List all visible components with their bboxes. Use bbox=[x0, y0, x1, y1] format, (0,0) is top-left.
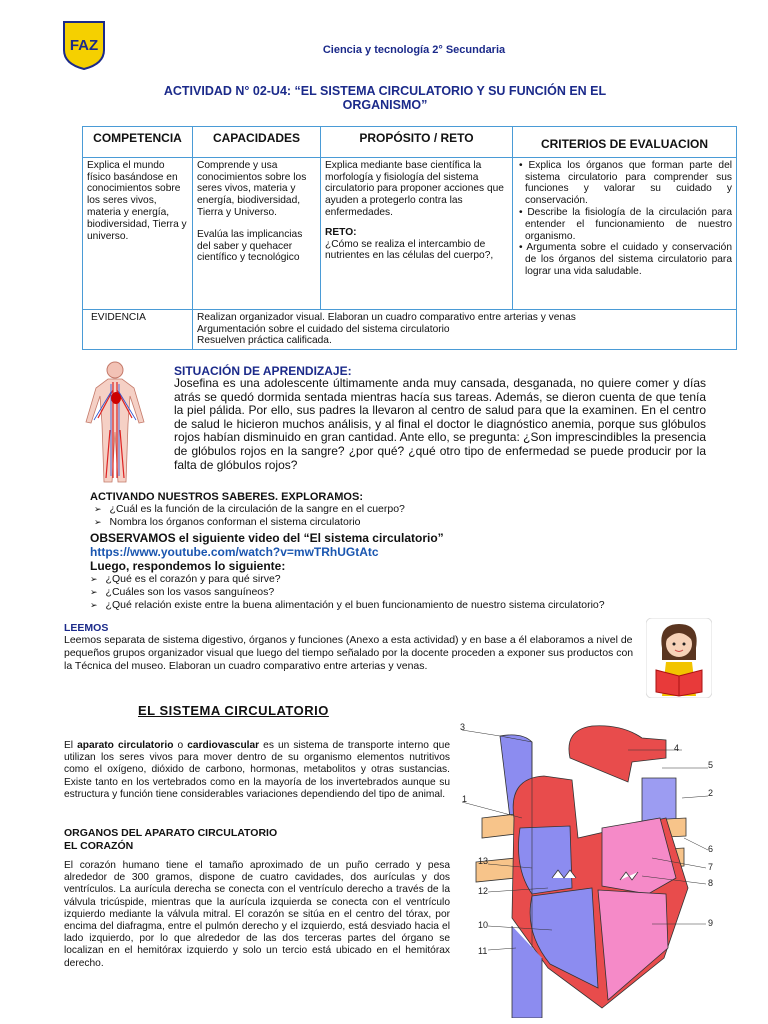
activity-title bbox=[120, 84, 650, 112]
activando-item: ➢ ¿Cuál es la función de la circulación de la sangre en el cuerpo? bbox=[94, 503, 405, 516]
heart-label: 6 bbox=[708, 844, 714, 854]
heart-label: 13 bbox=[478, 856, 489, 866]
course-subtitle: Ciencia y tecnología 2° Secundaria bbox=[322, 44, 506, 56]
heart-label: 8 bbox=[708, 878, 714, 888]
heart-label: 1 bbox=[462, 794, 468, 804]
header-proposito: PROPÓSITO / RETO bbox=[321, 127, 513, 158]
reto-text: ¿Cómo se realiza el intercambio de nutrientes en las células del cuerpo?, bbox=[325, 238, 494, 262]
heart-label: 5 bbox=[708, 760, 714, 770]
luego-list bbox=[90, 573, 605, 612]
logo-text: FAZ bbox=[69, 37, 99, 54]
intro-bold-term: aparato circulatorio bbox=[77, 740, 174, 751]
circulatory-body-figure bbox=[80, 360, 150, 485]
capacidades-cell bbox=[193, 157, 321, 309]
heart-label: 11 bbox=[478, 946, 488, 956]
organos-title: ORGANOS DEL APARATO CIRCULATORIO bbox=[64, 827, 278, 839]
sistema-intro bbox=[64, 740, 450, 801]
heart-label: 4 bbox=[674, 743, 680, 753]
organos-heading bbox=[64, 827, 277, 852]
reto-label: RETO: bbox=[325, 226, 357, 238]
intro-text: El bbox=[64, 740, 78, 751]
leemos-title: LEEMOS bbox=[64, 622, 109, 634]
header-capacidades: CAPACIDADES bbox=[193, 127, 321, 158]
activity-title-line2: ORGANISMO” bbox=[342, 98, 428, 112]
header-criterios: CRITERIOS DE EVALUACION bbox=[513, 127, 737, 158]
luego-item: ➢ ¿Qué relación existe entre la buena alimentación y el buen funcionamiento de nuestro sistema circulatorio? bbox=[90, 599, 605, 612]
heart-label: 10 bbox=[478, 920, 489, 930]
luego-item: ➢ ¿Cuáles son los vasos sanguíneos? bbox=[90, 586, 605, 599]
corazon-text: El corazón humano tiene el tamaño aproximado de un puño cerrado y pesa alrededor de 300 gramos, dispone de cuatro cavidades, dos aurículas y dos ventrículos. La aurícula derecha se conecta con el ventrículo derecho a través de la válvula tricúspide, mientras que la aurícula izquierda se conecta con el ventrículo izquierdo mediante la válvula mitral. El corazón se sitúa en el centro del tórax, por encima del diafragma, entre el pulmón derecho y el izquierdo, está desviado hacia el lado izquierdo, por lo que alrededor de las dos terceras partes del órgano se localizan en el hemitórax izquierdo y solo un tercio está ubicado en el hemitórax derecho. bbox=[64, 860, 450, 969]
competencias-table bbox=[82, 126, 737, 350]
activando-item: ➢ Nombra los órganos conforman el sistema circulatorio bbox=[94, 516, 405, 529]
video-link[interactable]: https://www.youtube.com/watch?v=mwTRhUGtAtc bbox=[90, 545, 379, 559]
intro-text: o bbox=[173, 740, 188, 751]
activity-title-line1: ACTIVIDAD N° 02-U4: “EL SISTEMA CIRCULATORIO Y SU FUNCIÓN EN EL bbox=[163, 84, 607, 98]
evidencia-cell bbox=[193, 309, 737, 349]
girl-reading-illustration bbox=[646, 618, 712, 698]
activando-list bbox=[94, 503, 405, 529]
header-competencia: COMPETENCIA bbox=[83, 127, 193, 158]
sistema-title: EL SISTEMA CIRCULATORIO bbox=[138, 703, 329, 718]
situacion-text: Josefina es una adolescente últimamente anda muy cansada, desganada, no quiere comer y días atrás se quedó dormida sentada mientras hacía sus tareas. Además, se dieron cuenta de que tenía la piel pálida. Por ello, sus padres la llevaron al centro de salud para que la examinen. En el centro de salud le hicieron muchos análisis, y al final el doctor le diagnóstico anemia, porque sus glóbulos rojos habían disminuido en gran cantidad. Ante ello, se pregunta: ¿Son imprescindibles la presencia de glóbulos rojos en la sangre? ¿por qué? ¿qué otro tipo de enfermedad se puede producir por la falta de glóbulos rojos? bbox=[174, 376, 706, 472]
criterios-cell bbox=[513, 157, 737, 309]
corazon-title: EL CORAZÓN bbox=[64, 839, 134, 852]
proposito-cell bbox=[321, 157, 513, 309]
situacion-title: SITUACIÓN DE APRENDIZAJE: bbox=[174, 364, 352, 378]
luego-item: ➢ ¿Qué es el corazón y para qué sirve? bbox=[90, 573, 605, 586]
heart-label: 2 bbox=[708, 788, 714, 798]
evidencia-item: Argumentación sobre el cuidado del sistema circulatorio bbox=[197, 323, 450, 335]
competencia-cell: Explica el mundo físico basándose en conocimientos sobre los seres vivos, materia y energía, biodiversidad, Tierra y universo. bbox=[83, 157, 193, 309]
criterio-item: • Explica los órganos que forman parte del sistema circulatorio para comprender sus funciones y valorar su cuidado y conservación. bbox=[517, 160, 732, 207]
heart-label: 9 bbox=[708, 918, 714, 928]
leemos-text: Leemos separata de sistema digestivo, órganos y funciones (Anexo a esta actividad) y en base a él elaboramos a nivel de pequeños grupos organizador visual que luego del tiempo señalado por la docente proceden a exponer sus productos con la Técnica del museo. Elaboran un cuadro comparativo entre arterias y venas. bbox=[64, 634, 634, 672]
heart-label: 3 bbox=[460, 722, 466, 732]
heart-diagram bbox=[452, 718, 722, 1018]
intro-text: es un sistema de transporte interno que utilizan los seres vivos para mover dentro de su organismo elementos nutritivos como el oxígeno, dióxido de carbono, hormonas, metabolitos y otras sustancias. Existe tanto en los vertebrados como en la mayoría de los invertebrados aunque su estructura y función tiene considerables variaciones dependiendo del tipo de animal. bbox=[64, 740, 450, 800]
evidencia-item: Resuelven práctica calificada. bbox=[197, 335, 332, 347]
criterio-item: • Argumenta sobre el cuidado y conservación de los órganos del sistema circulatorio para lograr una vida saludable. bbox=[517, 242, 732, 277]
luego-title: Luego, respondemos lo siguiente: bbox=[90, 559, 286, 573]
capacidad-2: Evalúa las implicancias del saber y quehacer científico y tecnológico bbox=[197, 228, 303, 264]
activando-title: ACTIVANDO NUESTROS SABERES. EXPLORAMOS: bbox=[90, 491, 363, 503]
evidencia-label: EVIDENCIA bbox=[83, 309, 193, 349]
evidencia-item: Realizan organizador visual. Elaboran un cuadro comparativo entre arterias y venas bbox=[197, 311, 576, 323]
proposito-text: Explica mediante base científica la morfología y fisiología del sistema circulatorio para proponer acciones que ayuden a protegerlo contra las enfermedades. bbox=[325, 159, 504, 218]
criterio-item: • Describe la fisiología de la circulación para entender el funcionamiento de nuestro organismo. bbox=[517, 207, 732, 242]
heart-label: 7 bbox=[708, 862, 714, 872]
capacidad-1: Comprende y usa conocimientos sobre los seres vivos, materia y energía, biodiversidad, Tierra y Universo. bbox=[197, 159, 307, 218]
intro-bold-term: cardiovascular bbox=[187, 740, 260, 751]
observamos-title: OBSERVAMOS el siguiente video del “El sistema circulatorio” bbox=[90, 531, 444, 545]
heart-label: 12 bbox=[478, 886, 489, 896]
